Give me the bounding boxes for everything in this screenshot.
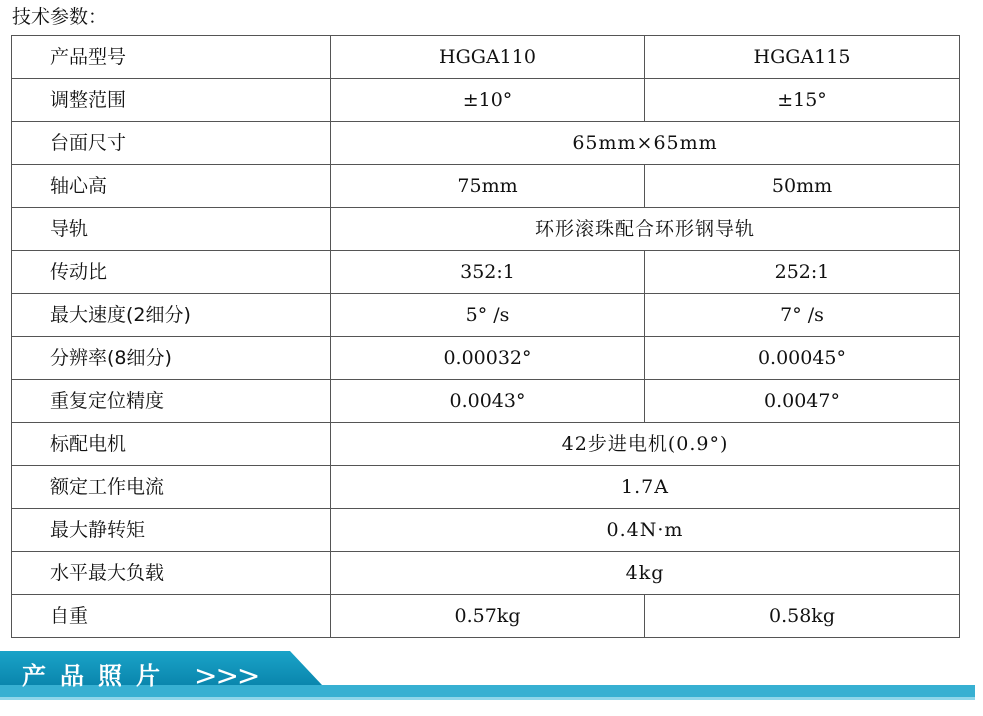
row-value: 0.4N·m — [331, 509, 960, 552]
row-value: 42步进电机(0.9°) — [331, 423, 960, 466]
spec-table-body — [12, 36, 960, 638]
row-label: 水平最大负载 — [12, 552, 331, 595]
row-label: 导轨 — [12, 208, 331, 251]
row-label: 自重 — [12, 595, 331, 638]
row-value: 5° /s — [331, 294, 645, 337]
row-value: 4kg — [331, 552, 960, 595]
row-value: 0.00045° — [645, 337, 960, 380]
row-value: 7° /s — [645, 294, 960, 337]
table-row — [12, 380, 960, 423]
row-value: 65mm×65mm — [331, 122, 960, 165]
section-heading: 技术参数： — [12, 6, 108, 28]
row-value: 0.58kg — [645, 595, 960, 638]
row-value: 0.0047° — [645, 380, 960, 423]
row-value: 352:1 — [331, 251, 645, 294]
table-row — [12, 36, 960, 79]
banner-title: 产品照片 — [22, 662, 174, 690]
table-row — [12, 466, 960, 509]
table-row — [12, 165, 960, 208]
row-label: 额定工作电流 — [12, 466, 331, 509]
row-value: 50mm — [645, 165, 960, 208]
row-label: 传动比 — [12, 251, 331, 294]
table-row — [12, 208, 960, 251]
row-label: 最大速度(2细分) — [12, 294, 331, 337]
row-value: ±15° — [645, 79, 960, 122]
row-value: 0.0043° — [331, 380, 645, 423]
table-row — [12, 509, 960, 552]
table-row — [12, 122, 960, 165]
table-row — [12, 595, 960, 638]
row-value: 1.7A — [331, 466, 960, 509]
row-label: 最大静转矩 — [12, 509, 331, 552]
table-row — [12, 337, 960, 380]
table-row — [12, 294, 960, 337]
spec-table — [11, 35, 960, 638]
row-label: 重复定位精度 — [12, 380, 331, 423]
row-value: 252:1 — [645, 251, 960, 294]
table-row — [12, 423, 960, 466]
row-label: 台面尺寸 — [12, 122, 331, 165]
table-row — [12, 251, 960, 294]
row-label: 轴心高 — [12, 165, 331, 208]
row-label: 产品型号 — [12, 36, 331, 79]
row-value: 75mm — [331, 165, 645, 208]
banner-strip-edge — [0, 697, 975, 700]
chevrons-right-icon: >>> — [194, 659, 259, 692]
table-row — [12, 552, 960, 595]
row-label: 调整范围 — [12, 79, 331, 122]
row-value: 环形滚珠配合环形钢导轨 — [331, 208, 960, 251]
row-label: 分辨率(8细分) — [12, 337, 331, 380]
row-value: ±10° — [331, 79, 645, 122]
table-row — [12, 79, 960, 122]
row-value: HGGA110 — [331, 36, 645, 79]
row-value: 0.00032° — [331, 337, 645, 380]
row-value: 0.57kg — [331, 595, 645, 638]
row-value: HGGA115 — [645, 36, 960, 79]
row-label: 标配电机 — [12, 423, 331, 466]
